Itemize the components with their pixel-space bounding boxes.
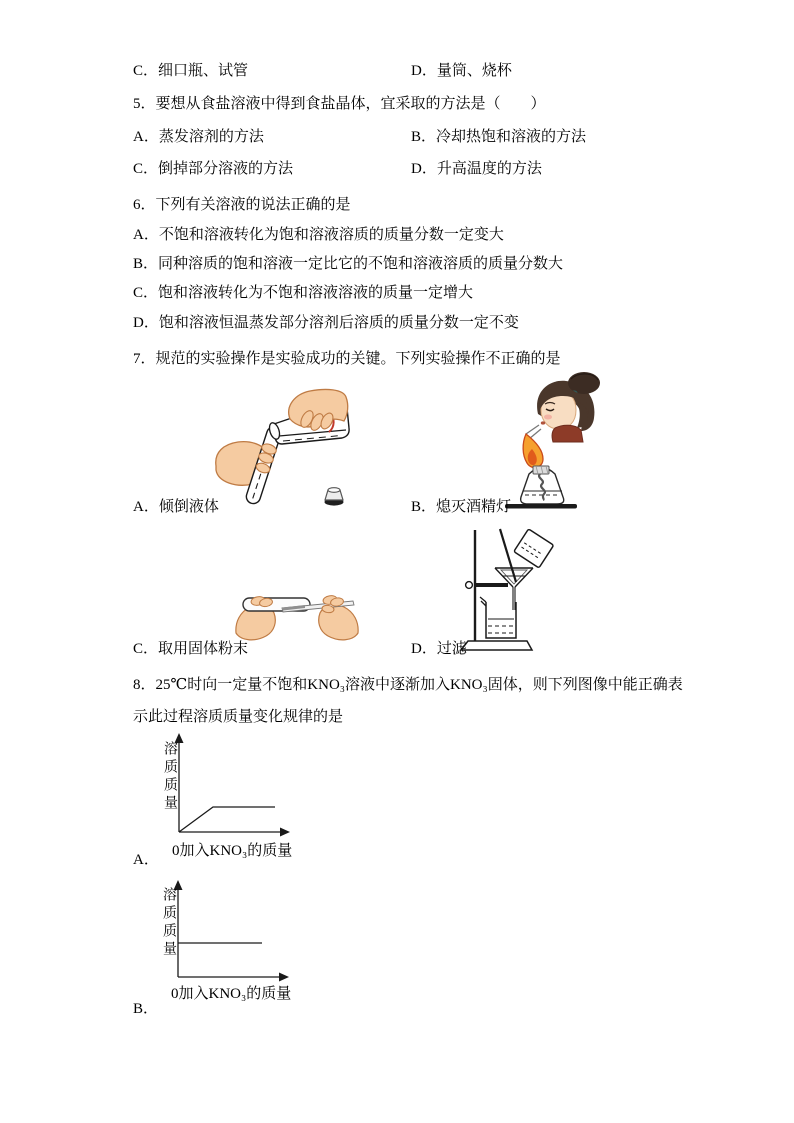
q7-option-d-label: D．过滤 — [411, 641, 467, 657]
q8-stem-line2: 示此过程溶质质量变化规律的是 — [133, 709, 344, 725]
q6-option-a: A．不饱和溶液转化为饱和溶液溶质的质量分数一定变大 — [133, 227, 504, 243]
q4-option-c: C．细口瓶、试管 — [133, 63, 249, 79]
q6-option-c: C．饱和溶液转化为不饱和溶液溶液的质量一定增大 — [133, 285, 474, 301]
q5-option-a: A．蒸发溶剂的方法 — [133, 129, 264, 145]
q8-graph-a-ylabel: 溶质质量 — [162, 741, 177, 813]
mouth — [541, 421, 545, 424]
q8-graph-a-xlabel: 0加入KNO₃的质量 — [172, 843, 293, 859]
pouring-beaker — [514, 529, 554, 568]
q8-graph-b-xlabel: 0加入KNO₃的质量 — [171, 986, 292, 1002]
girl-head — [537, 372, 600, 442]
q7-option-a-label: A．倾倒液体 — [133, 499, 219, 515]
q7-option-b-label: B．熄灭酒精灯 — [411, 499, 512, 515]
q5-option-c: C．倒掉部分溶液的方法 — [133, 161, 294, 177]
q6-option-d: D．饱和溶液恒温蒸发部分溶剂后溶质的质量分数一定不变 — [133, 315, 519, 331]
beaker-spout — [480, 597, 486, 606]
q7-option-c-label: C．取用固体粉末 — [133, 641, 249, 657]
clamp-knob — [466, 582, 473, 589]
receiving-beaker — [480, 597, 516, 638]
q7-stem: 7．规范的实验操作是实验成功的关键。下列实验操作不正确的是 — [133, 351, 561, 367]
x-axis-arrow-icon — [280, 828, 290, 837]
q4-option-d: D．量筒、烧杯 — [411, 63, 512, 79]
q6-stem: 6．下列有关溶液的说法正确的是 — [133, 197, 351, 213]
q8-option-b-label: B． — [133, 1001, 159, 1017]
q7-illustration-filtration — [458, 524, 554, 654]
blush — [544, 415, 552, 420]
q7-illustration-take-solid-powder — [233, 589, 361, 645]
q8-graph-b — [158, 878, 298, 984]
funnel-stem — [513, 587, 515, 610]
q5-option-b: B．冷却热饱和溶液的方法 — [411, 129, 587, 145]
q8-graph-a-curve — [179, 807, 275, 832]
q7-illustration-pouring-liquid — [210, 386, 350, 510]
q5-stem: 5．要想从食盐溶液中得到食盐晶体，宜采取的方法是（ ） — [133, 96, 546, 112]
q7-illustration-extinguish-alcohol-lamp — [505, 370, 605, 510]
flame-icon — [523, 434, 543, 468]
q8-graph-a — [158, 730, 298, 842]
q8-option-a-label: A． — [133, 852, 159, 868]
q8-graph-b-ylabel: 溶质质量 — [161, 887, 176, 959]
glass-stopper-icon — [325, 488, 344, 506]
table-line — [505, 504, 577, 509]
q5-option-d: D．升高温度的方法 — [411, 161, 542, 177]
alcohol-lamp — [521, 466, 564, 504]
x-axis-arrow-icon — [279, 973, 289, 982]
clamp-arm — [475, 583, 508, 587]
q8-stem-line1: 8．25℃时向一定量不饱和KNO₃溶液中逐渐加入KNO₃固体，则下列图像中能正确表 — [133, 677, 683, 693]
shirt — [552, 425, 583, 442]
q6-option-b: B．同种溶质的饱和溶液一定比它的不饱和溶液溶质的质量分数大 — [133, 256, 564, 272]
